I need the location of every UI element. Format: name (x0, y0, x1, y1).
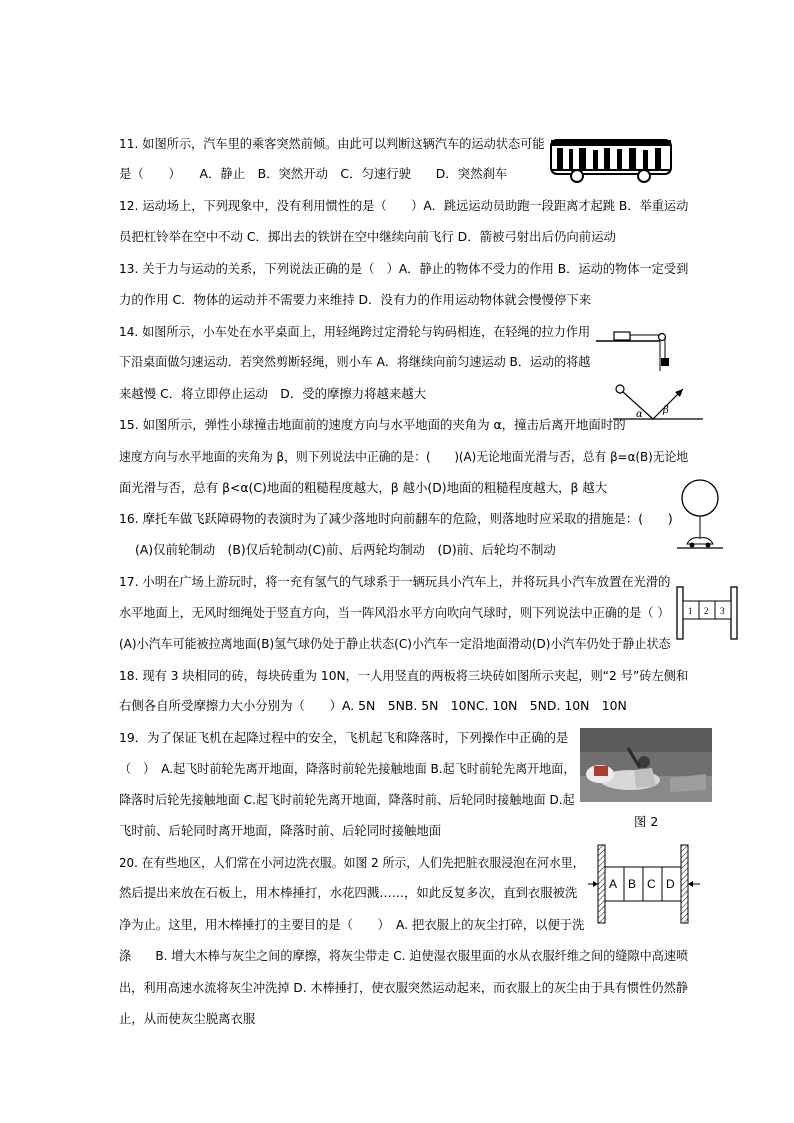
q15-line3: 面光滑与否，总有 β<α(C)地面的粗糙程度越大，β 越小(D)地面的粗糙程度越大，β 越大 (119, 480, 608, 495)
q20-line6: 止，从而使灰尘脱离衣服 (119, 1011, 256, 1026)
q14-line2: 下沿桌面做匀速运动．若突然剪断轻绳，则小车 A．将继续向前匀速运动 B．运动的将越 (119, 354, 591, 369)
brick-label-3: 3 (720, 606, 725, 616)
q20-line1: 20. 在有些地区，人们常在小河边洗衣服。如图 2 所示，人们先把脏衣服浸泡在河水里， (119, 855, 585, 870)
three-bricks-figure (674, 585, 740, 641)
bus-passengers-figure (549, 137, 674, 185)
q17-line2: 水平地面上，无风时细绳处于竖直方向，当一阵风沿水平方向吹向气球时，则下列说法中正确的是（ ） (119, 605, 670, 620)
brick-label-2: 2 (704, 606, 709, 616)
q16-line2: (A)仅前轮制动 (B)仅后轮制动(C)前、后两轮均制动 (D)前、后轮均不制动 (135, 542, 556, 557)
q17-line1: 17. 小明在广场上游玩时，将一充有氢气的气球系于一辆玩具小汽车上，并将玩具小汽车放置在光滑的 (119, 574, 671, 589)
washing-clothes-photo (580, 728, 712, 802)
q12-line1: 12. 运动场上，下列现象中，没有利用惯性的是（ ）A．跳远运动员助跑一段距离才起跳 B．举重运动 (119, 198, 689, 213)
brick-label-1: 1 (688, 606, 693, 616)
q19-line3: 降落时后轮先接触地面 C.起飞时前轮先离开地面，降落时前、后轮同时接触地面 D.起 (119, 792, 575, 807)
cart-pulley-figure (594, 323, 674, 373)
brick-label-b: B (628, 877, 637, 891)
brick-label-c: C (647, 877, 656, 891)
q13-line2: 力的作用 C．物体的运动并不需要力来维持 D．没有力的作用运动物体就会慢慢停下来 (119, 292, 592, 307)
beta-label: β (663, 405, 669, 416)
q16-line1: 16. 摩托车做飞跃障碍物的表演时为了减少落地时向前翻车的危险，则落地时应采取的措施是：( ) (119, 511, 673, 526)
brick-label-d: D (666, 877, 675, 891)
q20-line5: 出，利用高速水流将灰尘冲洗掉 D. 木棒捶打，使衣服突然运动起来，而衣服上的灰尘由于具有惯性仍然静 (119, 980, 688, 995)
q14-line3: 来越慢 C．将立即停止运动 D．受的摩擦力将越来越大 (119, 386, 427, 401)
q13-line1: 13. 关于力与运动的关系，下列说法正确的是（ ）A．静止的物体不受力的作用 B．运动的物体一定受到 (119, 261, 689, 276)
q15-line1: 15. 如图所示，弹性小球撞击地面前的速度方向与水平地面的夹角为 α，撞击后离开地面时的 (119, 417, 626, 432)
q19-line4: 飞时前、后轮同时离开地面，降落时前、后轮同时接触地面 (119, 823, 442, 838)
figure-2-caption: 图 2 (634, 814, 659, 829)
brick-label-a: A (609, 877, 618, 891)
q15-line2: 速度方向与水平地面的夹角为 β，则下列说法中正确的是：( )(A)无论地面光滑与否，总有 β=α(B)无论地 (119, 449, 689, 464)
q19-line1: 19．为了保证飞机在起降过程中的安全，飞机起飞和降落时，下列操作中正确的是 (119, 730, 569, 745)
alpha-label: α (636, 409, 643, 420)
q11-line2: 是（ ） A．静止 B．突然开动 C．匀速行驶 D．突然刹车 (119, 166, 508, 181)
q12-line2: 员把杠铃举在空中不动 C．掷出去的铁饼在空中继续向前飞行 D．箭被弓射出后仍向前运动 (119, 229, 616, 244)
q18-line2: 右侧各自所受摩擦力大小分别为（ ）A. 5N 5NB. 5N 10NC. 10N 5ND. 10N 10N (119, 698, 627, 713)
balloon-car-figure (675, 478, 725, 550)
q18-line1: 18. 现有 3 块相同的砖，每块砖重为 10N，一人用竖直的两板将三块砖如图所示夹起，则“2 号”砖左侧和 (119, 668, 689, 683)
q20-line4: 涤 B. 增大木棒与灰尘之间的摩擦，将灰尘带走 C. 迫使湿衣服里面的水从衣服纤维之间的缝隙中高速喷 (119, 948, 689, 963)
four-bricks-figure (588, 843, 702, 925)
q17-line3: (A)小汽车可能被拉离地面(B)氢气球仍处于静止状态(C)小汽车一定沿地面滑动(D)小汽车仍处于静止状态 (119, 636, 671, 651)
q14-line1: 14. 如图所示，小车处在水平桌面上，用轻绳跨过定滑轮与钩码相连，在轻绳的拉力作用 (119, 324, 591, 339)
q20-line2: 然后提出来放在石板上，用木棒捶打，水花四溅……，如此反复多次，直到衣服被洗 (119, 885, 578, 900)
q19-line2: （ ） A.起飞时前轮先离开地面，降落时前轮先接触地面 B.起飞时前轮先离开地面， (119, 761, 576, 776)
q11-line1: 11. 如图所示，汽车里的乘客突然前倾。由此可以判断这辆汽车的运动状态可能 (119, 136, 545, 151)
q20-line3: 净为止。这里，用木棒捶打的主要目的是（ ） A. 把衣服上的灰尘打碎，以便于洗 (119, 917, 585, 932)
